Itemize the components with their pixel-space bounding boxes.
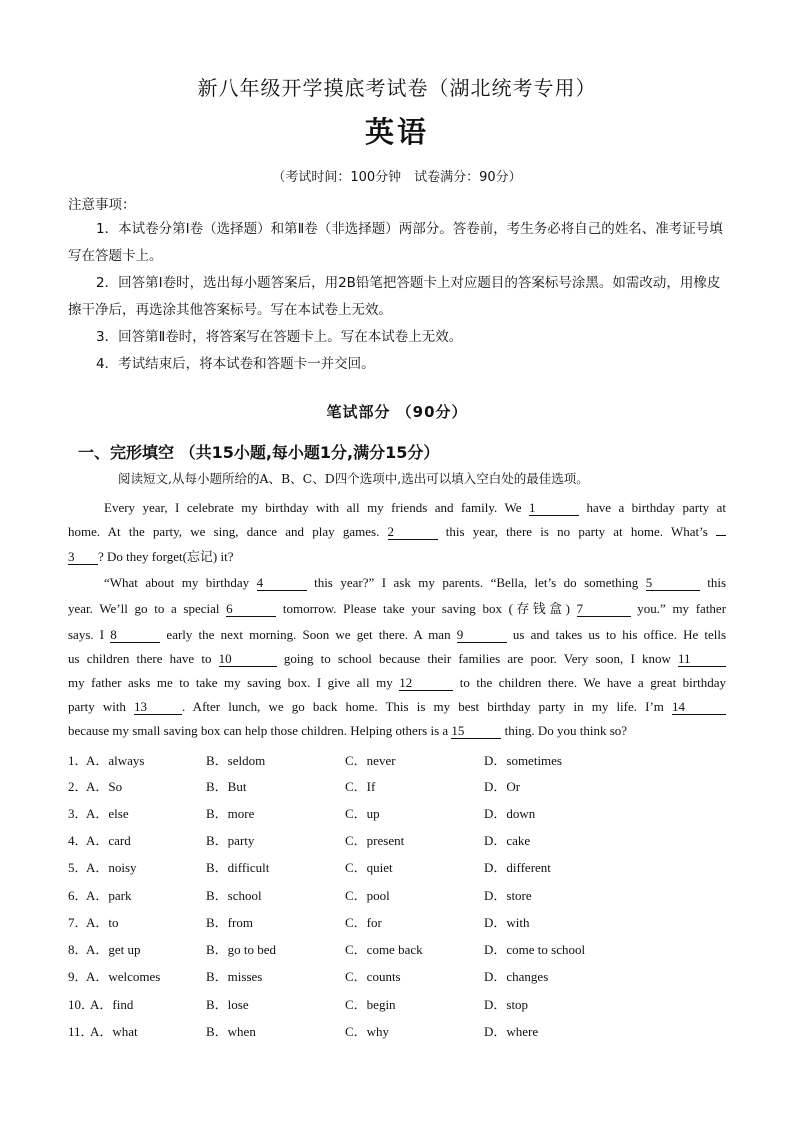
exam-info: （考试时间：100分钟 试卷满分：90分）: [272, 170, 522, 185]
passage-line: us children there have to 10 going to school because their families are poor. Very soon, I know 11: [68, 651, 726, 667]
option-a: A．card: [86, 833, 131, 848]
option-c: C．pool: [345, 888, 390, 903]
section-title: 一、完形填空 （共15小题,每小题1分,满分15分）: [78, 443, 440, 462]
option-a: A．else: [86, 806, 129, 821]
option-a: A．what: [90, 1024, 138, 1039]
blank-3: 3: [68, 550, 98, 565]
option-d: D．Or: [484, 779, 521, 794]
option-d: D．different: [484, 860, 551, 875]
exam-title: 新八年级开学摸底考试卷（湖北统考专用）: [197, 76, 597, 100]
passage-line: year. We’ll go to a special 6 tomorrow. Please take your saving box (存钱盒) 7 you.” my father: [68, 601, 727, 616]
question-number: 7．: [68, 915, 88, 930]
passage-line: home. At the party, we sing, dance and play games. 2 this year, there is no party at home. What’s: [68, 524, 726, 540]
question-number: 9．: [68, 969, 88, 984]
option-a: A．to: [86, 915, 119, 930]
blank-8: 8: [110, 628, 160, 643]
notice-item-2: 2．回答第Ⅰ卷时，选出每小题答案后，用2B铅笔把答题卡上对应题目的答案标号涂黑。如需改动，用橡皮擦干净后，再选涂其他答案标号。写在本试卷上无效。: [68, 275, 721, 318]
option-c: C．quiet: [345, 860, 393, 875]
blank-11: 11: [678, 652, 726, 667]
option-b: B．from: [206, 915, 253, 930]
option-d: D．come to school: [484, 942, 586, 957]
option-d: D．with: [484, 915, 530, 930]
notice-heading: 注意事项：: [68, 197, 136, 213]
passage-line: 3 ? Do they forget(忘记) it?: [68, 549, 234, 564]
passage-line: party with 13 . After lunch, we go back home. This is my best birthday party in my life. I’m 14: [68, 699, 726, 715]
option-c: C．why: [345, 1024, 390, 1039]
blank-9: 9: [457, 628, 507, 643]
question-number: 11．: [68, 1024, 94, 1039]
option-d: D．down: [484, 806, 536, 821]
blank-5: 5: [646, 576, 700, 591]
option-b: B．misses: [206, 969, 263, 984]
question-number: 1．: [68, 753, 88, 768]
option-d: D．changes: [484, 969, 549, 984]
option-c: C．counts: [345, 969, 401, 984]
blank-4: 4: [257, 576, 307, 591]
blank-15: 15: [451, 724, 501, 739]
blank-2: 2: [388, 525, 438, 540]
blank-1: 1: [529, 501, 579, 516]
option-b: B．when: [206, 1024, 256, 1039]
option-b: B．go to bed: [206, 942, 277, 957]
option-b: B．seldom: [206, 753, 266, 768]
option-d: D．store: [484, 888, 532, 903]
question-number: 8．: [68, 942, 88, 957]
option-a: A．So: [86, 779, 123, 794]
notice-item-1: 1．本试卷分第Ⅰ卷（选择题）和第Ⅱ卷（非选择题）两部分。答卷前，考生务必将自己的姓名、准考证号填写在答题卡上。: [68, 221, 723, 264]
option-d: D．sometimes: [484, 753, 562, 768]
option-b: B．more: [206, 806, 255, 821]
passage-line: “What about my birthday 4 this year?” I ask my parents. “Bella, let’s do something 5 this: [104, 575, 727, 590]
blank-3-start: [716, 535, 726, 536]
passage-line: Every year, I celebrate my birthday with all my friends and family. We 1 have a birthday party at: [104, 500, 727, 515]
question-number: 2．: [68, 779, 88, 794]
notice-item-3: 3．回答第Ⅱ卷时，将答案写在答题卡上。写在本试卷上无效。: [96, 329, 463, 345]
question-number: 3．: [68, 806, 88, 821]
option-b: B．lose: [206, 997, 249, 1012]
option-b: B．school: [206, 888, 262, 903]
blank-6: 6: [226, 602, 276, 617]
option-a: A．noisy: [86, 860, 137, 875]
question-number: 6．: [68, 888, 88, 903]
subject-title: 英语: [364, 115, 429, 149]
question-number: 10．: [68, 997, 95, 1012]
option-b: B．difficult: [206, 860, 270, 875]
option-a: A．park: [86, 888, 132, 903]
blank-7: 7: [577, 602, 631, 617]
blank-13: 13: [134, 700, 182, 715]
part-title: 笔试部分 （90分）: [326, 403, 468, 421]
option-c: C．never: [345, 753, 396, 768]
option-c: C．come back: [345, 942, 423, 957]
blank-14: 14: [672, 700, 726, 715]
option-b: B．But: [206, 779, 247, 794]
option-c: C．for: [345, 915, 382, 930]
option-c: C．up: [345, 806, 380, 821]
option-c: C．If: [345, 779, 376, 794]
question-number: 5．: [68, 860, 88, 875]
passage-line: because my small saving box can help those children. Helping others is a 15 thing. Do you think so?: [68, 723, 628, 738]
blank-10: 10: [219, 652, 277, 667]
option-a: A．get up: [86, 942, 141, 957]
option-b: B．party: [206, 833, 255, 848]
notice-item-4: 4．考试结束后，将本试卷和答题卡一并交回。: [96, 356, 375, 372]
option-a: A．find: [90, 997, 134, 1012]
passage-line: says. I 8 early the next morning. Soon we get there. A man 9 us and takes us to his office. He tells: [68, 627, 727, 642]
option-d: D．where: [484, 1024, 539, 1039]
option-a: A．always: [86, 753, 145, 768]
section-instruction: 阅读短文,从每小题所给的A、B、C、D四个选项中,选出可以填入空白处的最佳选项。: [118, 471, 589, 486]
question-number: 4．: [68, 833, 88, 848]
option-d: D．cake: [484, 833, 531, 848]
option-c: C．present: [345, 833, 405, 848]
passage-line: my father asks me to take my saving box. I give all my 12 to the children there. We have a great birthday: [68, 675, 727, 690]
option-d: D．stop: [484, 997, 529, 1012]
option-a: A．welcomes: [86, 969, 161, 984]
option-c: C．begin: [345, 997, 396, 1012]
blank-12: 12: [399, 676, 453, 691]
